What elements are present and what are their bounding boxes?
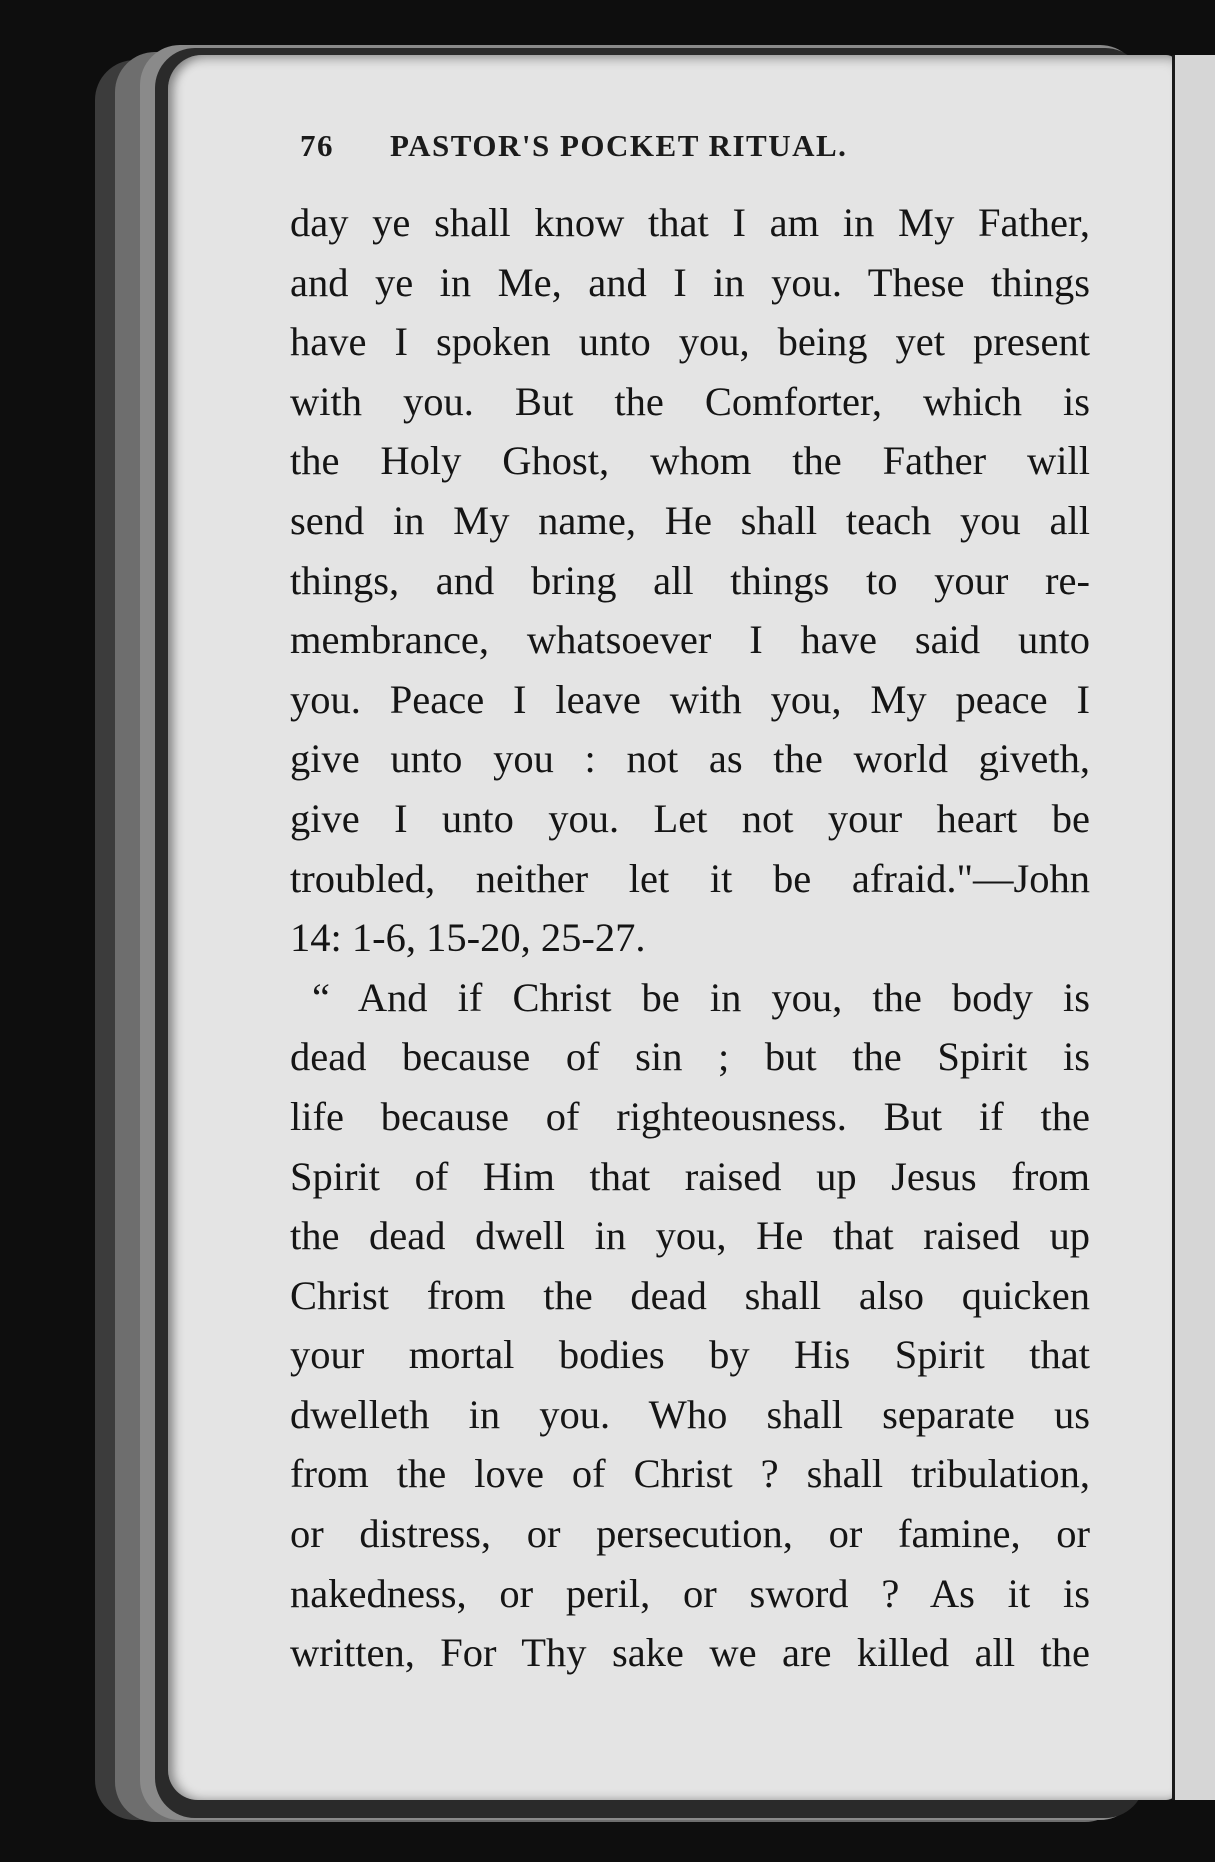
text-line: send in My name, He shall teach you all — [290, 497, 1090, 543]
book-title: PASTOR'S POCKET RITUAL. — [390, 128, 848, 163]
text-line: give unto you : not as the world giveth, — [290, 736, 1090, 782]
text-line: have I spoken unto you, being yet present — [290, 319, 1090, 365]
text-line: dwelleth in you. Who shall separate us — [290, 1391, 1090, 1437]
text-line: life because of righteousness. But if the — [290, 1093, 1090, 1139]
text-line: “ And if Christ be in you, the body is — [312, 974, 1090, 1020]
text-line: or distress, or persecution, or famine, or — [290, 1511, 1090, 1557]
running-head — [300, 128, 1020, 164]
text-line: you. Peace I leave with you, My peace I — [290, 676, 1090, 722]
text-line: things, and bring all things to your re- — [290, 557, 1090, 603]
text-line: nakedness, or peril, or sword ? As it is — [290, 1570, 1090, 1616]
text-line: troubled, neither let it be afraid."—John — [290, 855, 1090, 901]
text-line: written, For Thy sake we are killed all the — [290, 1630, 1090, 1676]
text-line: day ye shall know that I am in My Father, — [290, 200, 1090, 245]
text-line: your mortal bodies by His Spirit that — [290, 1332, 1090, 1378]
text-line: from the love of Christ ? shall tribulation, — [290, 1451, 1090, 1497]
facing-page-edge — [1172, 55, 1215, 1800]
text-line: with you. But the Comforter, which is — [290, 378, 1090, 424]
body-text — [290, 193, 1090, 1683]
text-line: the Holy Ghost, whom the Father will — [290, 438, 1090, 484]
text-line: the dead dwell in you, He that raised up — [290, 1213, 1090, 1259]
text-line: dead because of sin ; but the Spirit is — [290, 1034, 1090, 1080]
text-line: 14: 1-6, 15-20, 25-27. — [290, 915, 646, 961]
text-line: membrance, whatsoever I have said unto — [290, 617, 1090, 663]
page-number: 76 — [300, 128, 334, 163]
text-line: Spirit of Him that raised up Jesus from — [290, 1153, 1090, 1199]
text-line: Christ from the dead shall also quicken — [290, 1272, 1090, 1318]
text-line: give I unto you. Let not your heart be — [290, 795, 1090, 841]
text-line: and ye in Me, and I in you. These things — [290, 259, 1090, 305]
